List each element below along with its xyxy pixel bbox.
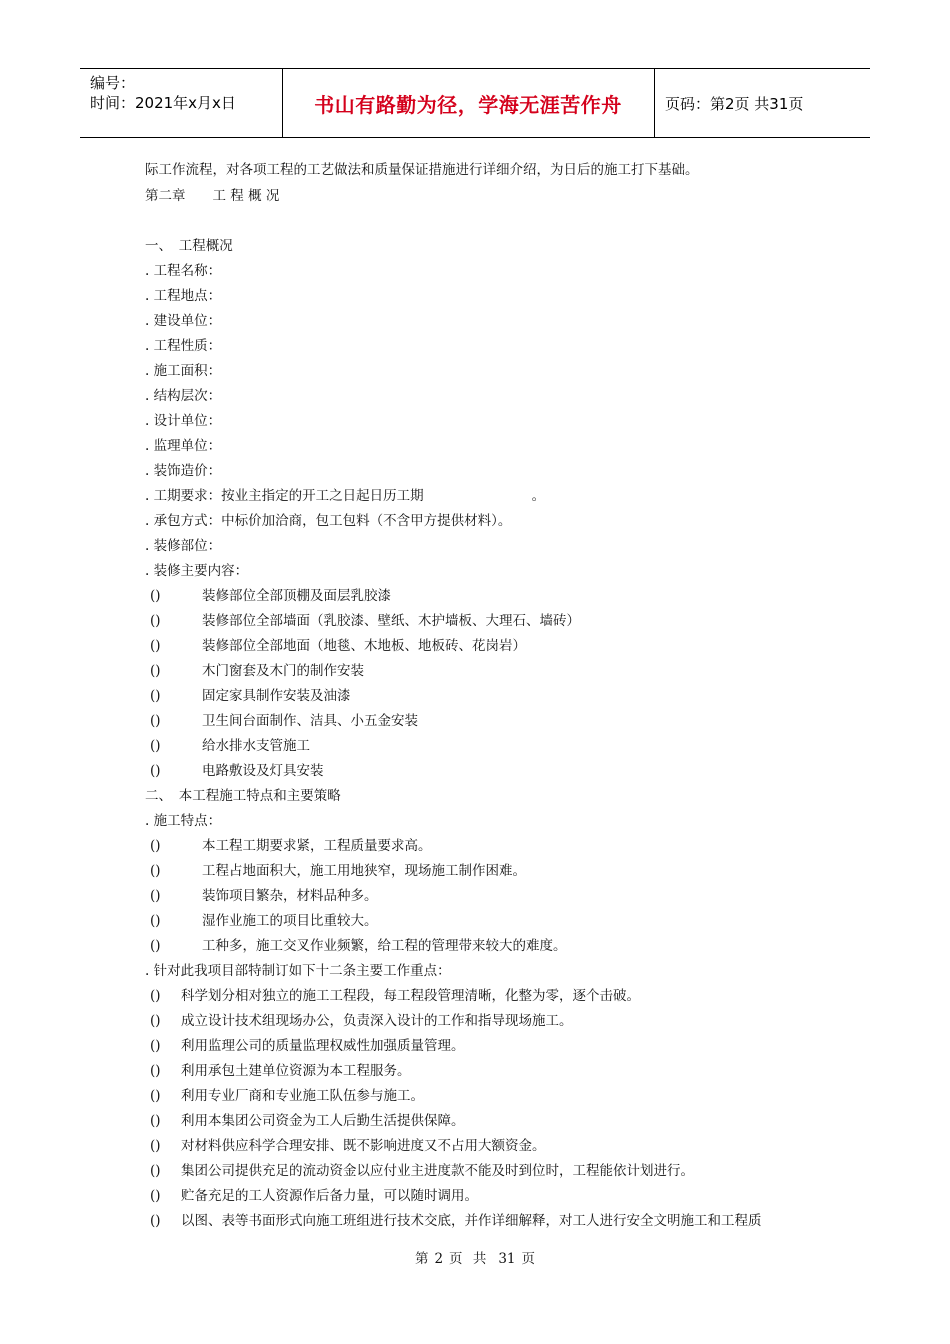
project-field: . 工期要求：按业主指定的开工之日起日历工期 。 xyxy=(145,488,546,504)
project-field: . 施工面积： xyxy=(145,363,222,379)
section-heading: 一、 工程概况 xyxy=(145,238,233,254)
list-item-text: 利用承包土建单位资源为本工程服务。 xyxy=(181,1063,411,1079)
list-bullet: () xyxy=(150,1013,161,1029)
list-bullet: () xyxy=(150,913,161,929)
list-item-text: 成立设计技术组现场办公，负责深入设计的工作和指导现场施工。 xyxy=(181,1013,573,1029)
footer-page-number: 2 xyxy=(434,1251,444,1267)
footer-gong: 共 xyxy=(472,1251,487,1267)
list-bullet: () xyxy=(150,988,161,1004)
document-date: 时间：2021年x月x日 xyxy=(90,94,236,112)
footer-ye2: 页 xyxy=(521,1251,536,1267)
list-bullet: () xyxy=(150,863,161,879)
header-left-cell xyxy=(80,69,283,137)
list-item-text: 电路敷设及灯具安装 xyxy=(202,763,324,779)
list-item-text: 利用监理公司的质量监理权威性加强质量管理。 xyxy=(181,1038,465,1054)
list-bullet: () xyxy=(150,638,161,654)
list-item-text: 固定家具制作安装及油漆 xyxy=(202,688,351,704)
footer-di: 第 xyxy=(414,1251,429,1267)
list-item-text: 装修部位全部顶棚及面层乳胶漆 xyxy=(202,588,391,604)
list-item-text: 利用本集团公司资金为工人后勤生活提供保障。 xyxy=(181,1113,465,1129)
project-field: . 装修主要内容： xyxy=(145,563,249,579)
list-bullet: () xyxy=(150,888,161,904)
list-bullet: () xyxy=(150,763,161,779)
footer-total-pages: 31 xyxy=(498,1251,516,1267)
header-right-cell xyxy=(655,69,870,137)
list-item-text: 利用专业厂商和专业施工队伍参与施工。 xyxy=(181,1088,424,1104)
list-item-text: 集团公司提供充足的流动资金以应付业主进度款不能及时到位时，工程能依计划进行。 xyxy=(181,1163,694,1179)
intro-paragraph: 际工作流程，对各项工程的工艺做法和质量保证措施进行详细介绍，为日后的施工打下基础。 xyxy=(145,162,699,178)
header-motto: 书山有路勤为径，学海无涯苦作舟 xyxy=(314,92,622,117)
list-bullet: () xyxy=(150,1113,161,1129)
project-field: . 装饰造价： xyxy=(145,463,222,479)
list-bullet: () xyxy=(150,738,161,754)
list-item-text: 对材料供应科学合理安排、既不影响进度又不占用大额资金。 xyxy=(181,1138,546,1154)
list-bullet: () xyxy=(150,1063,161,1079)
list-bullet: () xyxy=(150,613,161,629)
list-bullet: () xyxy=(150,713,161,729)
list-item-text: 科学划分相对独立的施工工程段，每工程段管理清晰，化整为零，逐个击破。 xyxy=(181,988,640,1004)
project-field: . 工程性质： xyxy=(145,338,222,354)
footer-ye: 页 xyxy=(449,1251,463,1267)
project-field: . 设计单位： xyxy=(145,413,222,429)
list-item-text: 装饰项目繁杂，材料品种多。 xyxy=(202,888,378,904)
list-item-text: 工程占地面积大，施工用地狭窄，现场施工制作困难。 xyxy=(202,863,526,879)
header-page-info: 页码：第2页 共31页 xyxy=(665,94,804,113)
list-item-text: 湿作业施工的项目比重较大。 xyxy=(202,913,378,929)
list-item-text: 卫生间台面制作、洁具、小五金安装 xyxy=(202,713,418,729)
project-field: . 工程名称： xyxy=(145,263,222,279)
list-item-text: 装修部位全部地面（地毯、木地板、地板砖、花岗岩） xyxy=(202,638,526,654)
list-item-text: 工种多，施工交叉作业频繁，给工程的管理带来较大的难度。 xyxy=(202,938,567,954)
list-item-text: 贮备充足的工人资源作后备力量，可以随时调用。 xyxy=(181,1188,478,1204)
page-footer xyxy=(0,1247,950,1267)
document-number-label: 编号： xyxy=(90,74,136,92)
list-bullet: () xyxy=(150,1138,161,1154)
page-header xyxy=(80,68,870,138)
project-field: . 建设单位： xyxy=(145,313,222,329)
list-item-text: 以图、表等书面形式向施工班组进行技术交底，并作详细解释，对工人进行安全文明施工和工程质 xyxy=(181,1213,762,1229)
list-bullet: () xyxy=(150,938,161,954)
header-middle-cell xyxy=(282,69,655,137)
list-bullet: () xyxy=(150,1163,161,1179)
project-field: . 结构层次： xyxy=(145,388,222,404)
list-bullet: () xyxy=(150,1038,161,1054)
chapter-heading: 第二章 工 程 概 况 xyxy=(145,188,280,204)
list-item-text: 本工程工期要求紧，工程质量要求高。 xyxy=(202,838,432,854)
list-bullet: () xyxy=(150,588,161,604)
project-field: . 承包方式：中标价加洽商，包工包料（不含甲方提供材料）。 xyxy=(145,513,512,529)
list-bullet: () xyxy=(150,838,161,854)
project-field: . 监理单位： xyxy=(145,438,222,454)
list-bullet: () xyxy=(150,1188,161,1204)
project-field: . 工程地点： xyxy=(145,288,222,304)
features-label: . 施工特点： xyxy=(145,813,222,829)
list-bullet: () xyxy=(150,663,161,679)
list-bullet: () xyxy=(150,688,161,704)
section-heading: 二、 本工程施工特点和主要策略 xyxy=(145,788,341,804)
project-field: . 装修部位： xyxy=(145,538,222,554)
list-item-text: 装修部位全部墙面（乳胶漆、壁纸、木护墙板、大理石、墙砖） xyxy=(202,613,580,629)
list-item-text: 给水排水支管施工 xyxy=(202,738,310,754)
list-bullet: () xyxy=(150,1088,161,1104)
list-item-text: 木门窗套及木门的制作安装 xyxy=(202,663,364,679)
list-bullet: () xyxy=(150,1213,161,1229)
strategy-label: . 针对此我项目部特制订如下十二条主要工作重点： xyxy=(145,963,451,979)
